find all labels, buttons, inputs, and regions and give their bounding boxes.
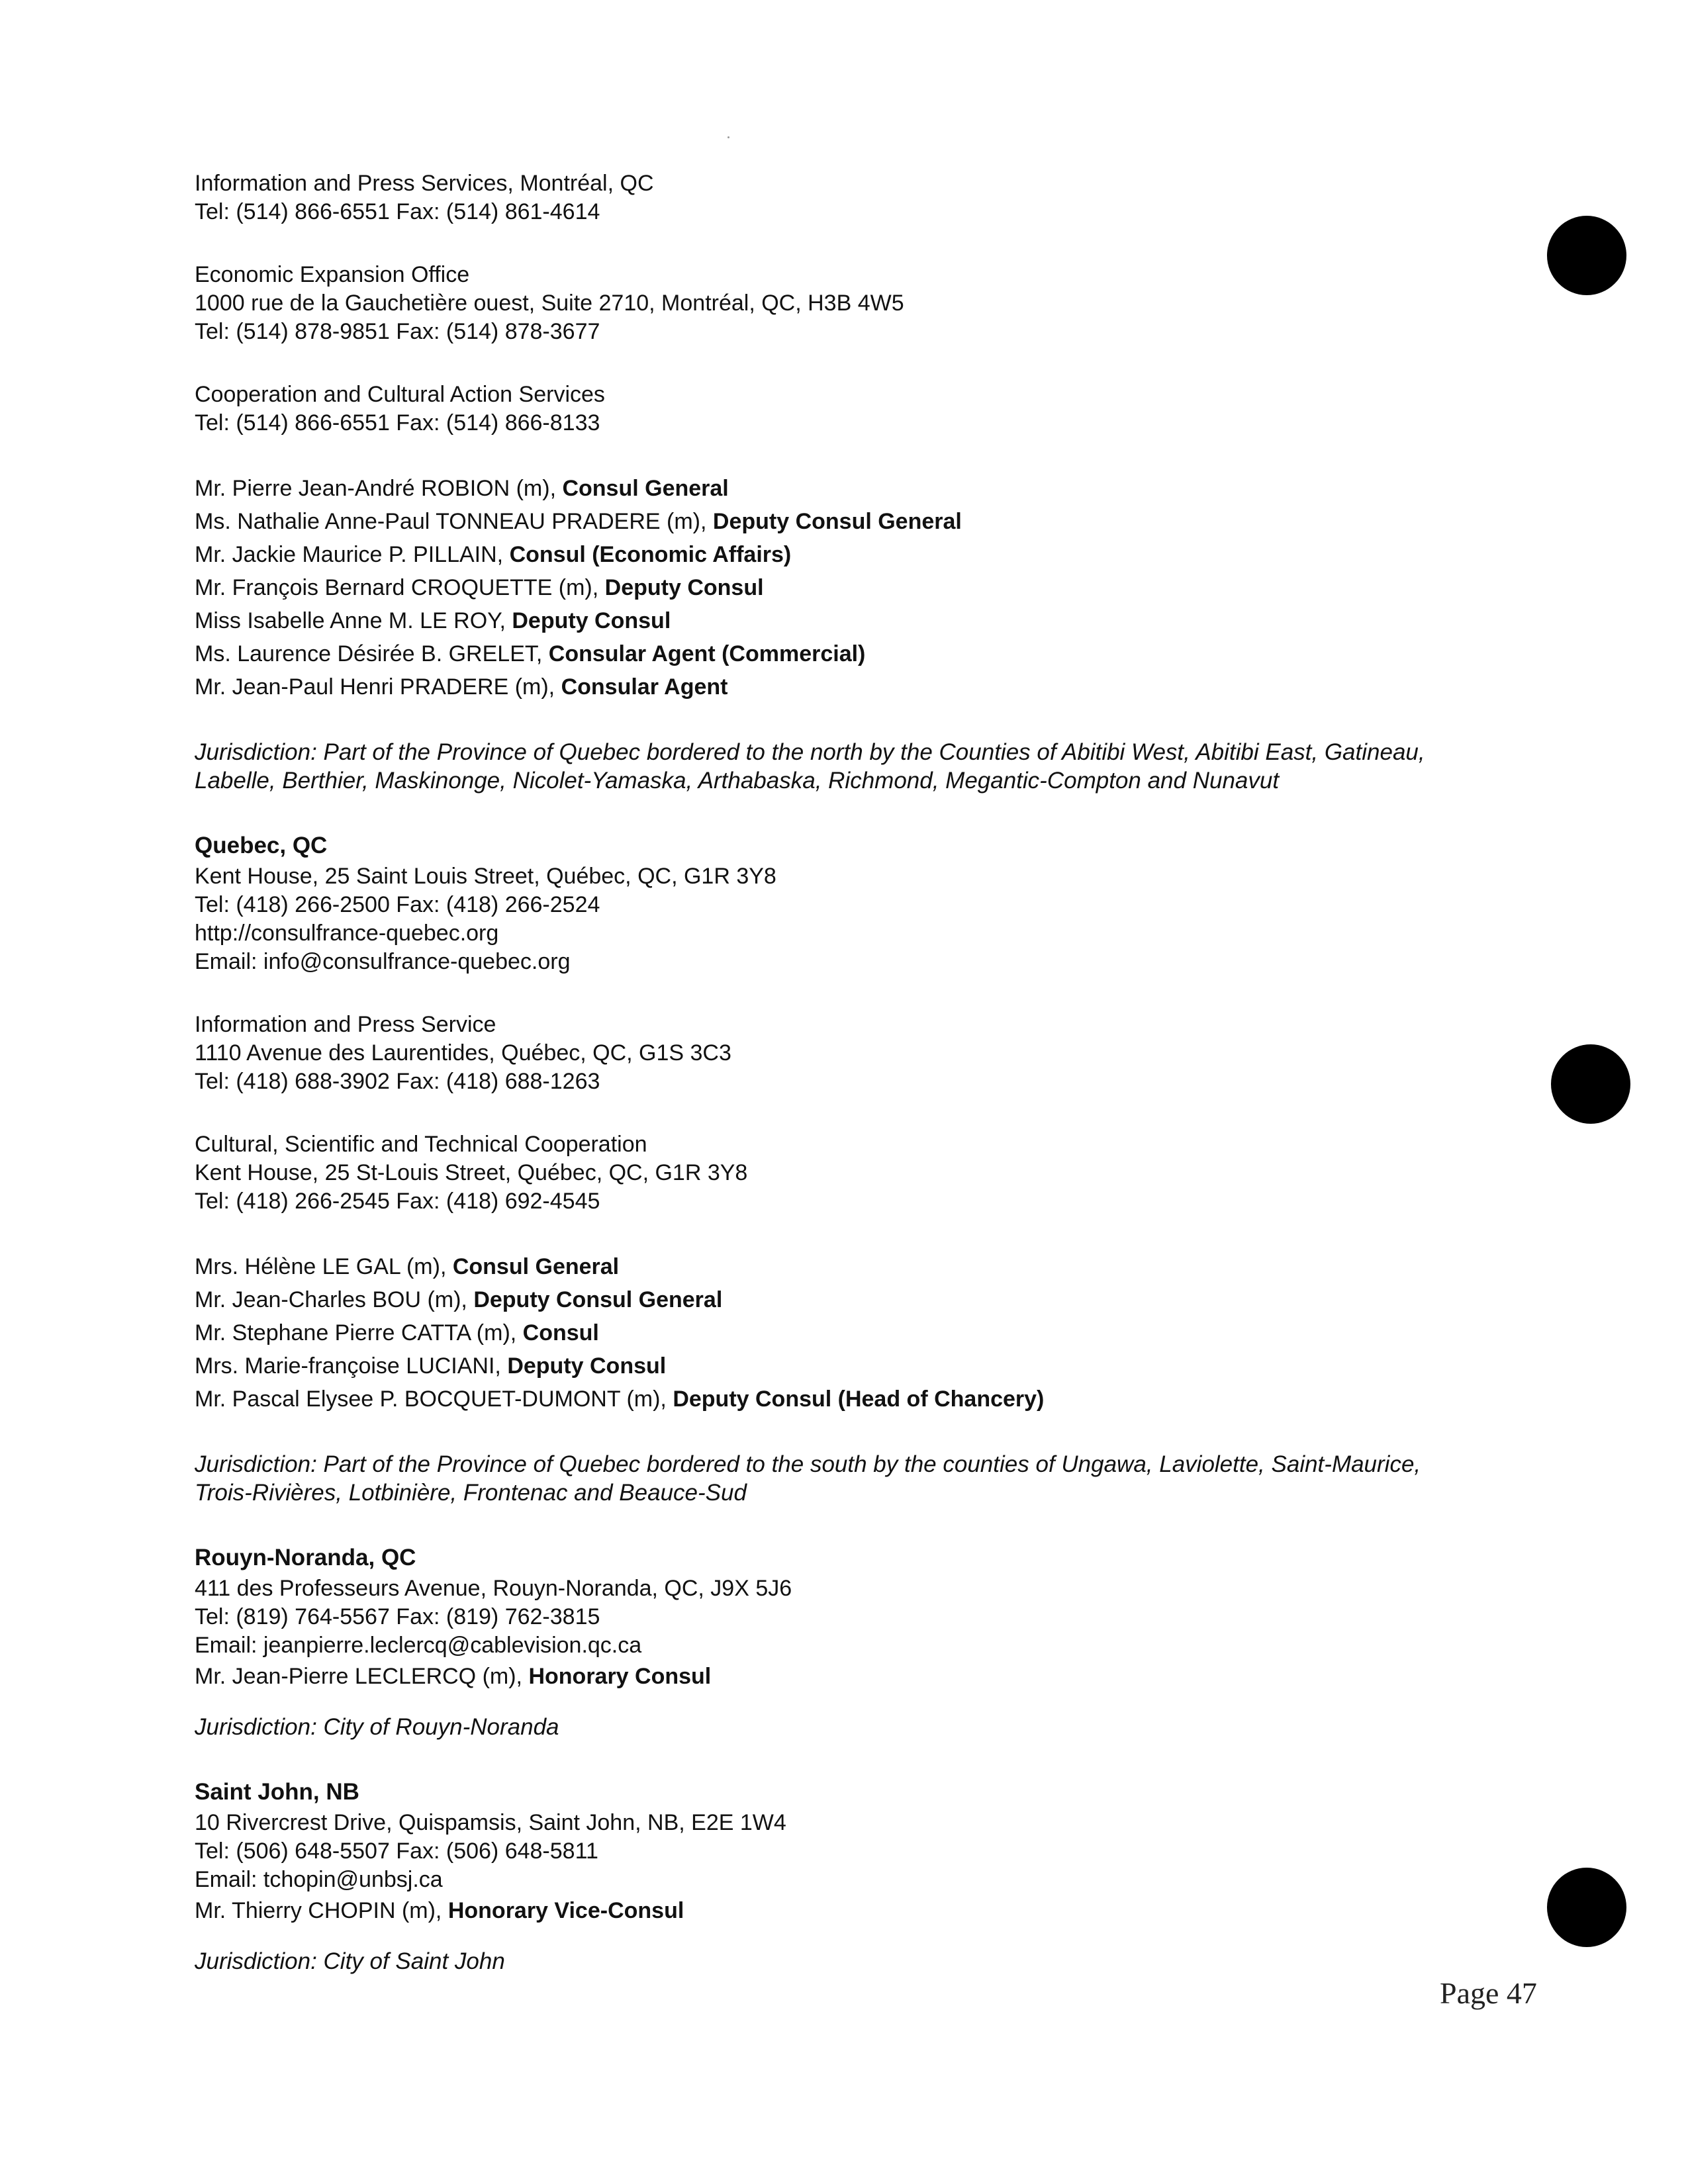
rouyn-jurisdiction: Jurisdiction: City of Rouyn-Noranda bbox=[195, 1714, 559, 1740]
staff-title: Deputy Consul General bbox=[712, 509, 962, 534]
staff-title: Consul General bbox=[562, 476, 729, 501]
staff-entry bbox=[195, 1894, 1525, 1927]
rouyn-email: Email: jeanpierre.leclercq@cablevision.qc.ca bbox=[195, 1633, 642, 1658]
staff-title: Consular Agent bbox=[561, 674, 728, 700]
rouyn-address: 411 des Professeurs Avenue, Rouyn-Noranda, QC, J9X 5J6 bbox=[195, 1576, 792, 1601]
punch-hole bbox=[1551, 1044, 1630, 1124]
economic-expansion-phone: Tel: (514) 878-9851 Fax: (514) 878-3677 bbox=[195, 319, 600, 344]
staff-name: Ms. Laurence Désirée B. GRELET, bbox=[195, 641, 549, 666]
quebec-info-press-phone: Tel: (418) 688-3902 Fax: (418) 688-1263 bbox=[195, 1069, 600, 1094]
staff-title: Consul (Economic Affairs) bbox=[509, 542, 792, 567]
staff-entry bbox=[195, 505, 1525, 538]
quebec-info-press-address: 1110 Avenue des Laurentides, Québec, QC, G1S 3C3 bbox=[195, 1040, 731, 1066]
saint-john-section bbox=[195, 1776, 1525, 1976]
rouyn-noranda-section bbox=[195, 1541, 1525, 1741]
scan-speck bbox=[727, 136, 729, 138]
staff-name: Ms. Nathalie Anne-Paul TONNEAU PRADERE (m), bbox=[195, 509, 713, 534]
quebec-phone: Tel: (418) 266-2500 Fax: (418) 266-2524 bbox=[195, 892, 600, 917]
quebec-staff-list bbox=[195, 1250, 1525, 1416]
info-press-services-title: Information and Press Services, Montréal, QC bbox=[195, 171, 654, 196]
staff-entry bbox=[195, 637, 1525, 670]
jurisdiction-line: Trois-Rivières, Lotbinière, Frontenac and Beauce-Sud bbox=[195, 1480, 747, 1506]
staff-entry bbox=[195, 1316, 1525, 1349]
jurisdiction-line: Labelle, Berthier, Maskinonge, Nicolet-Yamaska, Arthabaska, Richmond, Megantic-Compton and Nunavut bbox=[195, 768, 1280, 794]
staff-title: Honorary Consul bbox=[528, 1664, 712, 1689]
quebec-info-press-title: Information and Press Service bbox=[195, 1012, 496, 1037]
staff-name: Mrs. Marie-françoise LUCIANI, bbox=[195, 1353, 508, 1379]
montreal-jurisdiction bbox=[195, 738, 1525, 795]
economic-expansion-address: 1000 rue de la Gauchetière ouest, Suite 2710, Montréal, QC, H3B 4W5 bbox=[195, 291, 904, 316]
staff-entry bbox=[195, 670, 1525, 704]
staff-entry bbox=[195, 604, 1525, 637]
page-number: Page 47 bbox=[1440, 1976, 1537, 2010]
cooperation-cultural-phone: Tel: (514) 866-6551 Fax: (514) 866-8133 bbox=[195, 410, 600, 435]
quebec-section bbox=[195, 829, 1525, 1507]
info-press-services-phone: Tel: (514) 866-6551 Fax: (514) 861-4614 bbox=[195, 199, 600, 224]
staff-name: Mrs. Hélène LE GAL (m), bbox=[195, 1254, 453, 1279]
economic-expansion-title: Economic Expansion Office bbox=[195, 262, 470, 287]
staff-title: Deputy Consul bbox=[507, 1353, 667, 1379]
staff-entry bbox=[195, 472, 1525, 505]
staff-name: Mr. Pierre Jean-André ROBION (m), bbox=[195, 476, 563, 501]
staff-entry bbox=[195, 1383, 1525, 1416]
saint-john-email: Email: tchopin@unbsj.ca bbox=[195, 1867, 443, 1892]
punch-hole bbox=[1547, 216, 1626, 295]
staff-title: Deputy Consul bbox=[512, 608, 671, 633]
punch-hole bbox=[1547, 1868, 1626, 1947]
section-heading-quebec: Quebec, QC bbox=[195, 833, 328, 858]
staff-entry bbox=[195, 1660, 1525, 1693]
staff-title: Deputy Consul bbox=[604, 575, 764, 600]
montreal-staff-list bbox=[195, 472, 1525, 704]
staff-name: Mr. Thierry CHOPIN (m), bbox=[195, 1898, 448, 1923]
staff-title: Honorary Vice-Consul bbox=[447, 1898, 684, 1923]
jurisdiction-line: Jurisdiction: Part of the Province of Quebec bordered to the south by the counties of Ungawa, Laviolette, Saint-Maurice, bbox=[195, 1451, 1421, 1477]
staff-title: Consul General bbox=[452, 1254, 620, 1279]
quebec-email: Email: info@consulfrance-quebec.org bbox=[195, 949, 571, 974]
staff-title: Deputy Consul (Head of Chancery) bbox=[673, 1387, 1045, 1412]
staff-entry bbox=[195, 571, 1525, 604]
rouyn-phone: Tel: (819) 764-5567 Fax: (819) 762-3815 bbox=[195, 1604, 600, 1629]
staff-entry bbox=[195, 538, 1525, 571]
section-heading-saint-john: Saint John, NB bbox=[195, 1779, 359, 1805]
saint-john-jurisdiction: Jurisdiction: City of Saint John bbox=[195, 1948, 505, 1974]
saint-john-phone: Tel: (506) 648-5507 Fax: (506) 648-5811 bbox=[195, 1839, 598, 1864]
quebec-jurisdiction bbox=[195, 1450, 1525, 1507]
staff-name: Mr. Jean-Charles BOU (m), bbox=[195, 1287, 474, 1312]
economic-expansion-block bbox=[195, 261, 1525, 346]
cooperation-cultural-title: Cooperation and Cultural Action Services bbox=[195, 382, 605, 407]
staff-entry bbox=[195, 1283, 1525, 1316]
quebec-address: Kent House, 25 Saint Louis Street, Québec, QC, G1R 3Y8 bbox=[195, 864, 776, 889]
staff-name: Mr. Stephane Pierre CATTA (m), bbox=[195, 1320, 523, 1345]
staff-title: Consul bbox=[522, 1320, 599, 1345]
staff-name: Mr. François Bernard CROQUETTE (m), bbox=[195, 575, 605, 600]
staff-name: Mr. Jean-Pierre LECLERCQ (m), bbox=[195, 1664, 529, 1689]
quebec-website: http://consulfrance-quebec.org bbox=[195, 921, 499, 946]
staff-title: Consular Agent (Commercial) bbox=[548, 641, 866, 666]
staff-name: Mr. Pascal Elysee P. BOCQUET-DUMONT (m), bbox=[195, 1387, 673, 1412]
quebec-cultural-phone: Tel: (418) 266-2545 Fax: (418) 692-4545 bbox=[195, 1189, 600, 1214]
staff-entry bbox=[195, 1250, 1525, 1283]
quebec-cultural-title: Cultural, Scientific and Technical Cooperation bbox=[195, 1132, 647, 1157]
page-content bbox=[195, 169, 1525, 1976]
staff-name: Mr. Jean-Paul Henri PRADERE (m), bbox=[195, 674, 561, 700]
staff-name: Miss Isabelle Anne M. LE ROY, bbox=[195, 608, 512, 633]
cooperation-cultural-block bbox=[195, 381, 1525, 437]
saint-john-address: 10 Rivercrest Drive, Quispamsis, Saint John, NB, E2E 1W4 bbox=[195, 1810, 786, 1835]
staff-title: Deputy Consul General bbox=[473, 1287, 723, 1312]
quebec-cultural-address: Kent House, 25 St-Louis Street, Québec, QC, G1R 3Y8 bbox=[195, 1160, 748, 1185]
jurisdiction-line: Jurisdiction: Part of the Province of Quebec bordered to the north by the Counties of Abitibi West, Abitibi East, Gatineau, bbox=[195, 739, 1425, 765]
section-heading-rouyn-noranda: Rouyn-Noranda, QC bbox=[195, 1545, 416, 1570]
staff-name: Mr. Jackie Maurice P. PILLAIN, bbox=[195, 542, 510, 567]
staff-entry bbox=[195, 1349, 1525, 1383]
info-press-services-block bbox=[195, 169, 1525, 226]
